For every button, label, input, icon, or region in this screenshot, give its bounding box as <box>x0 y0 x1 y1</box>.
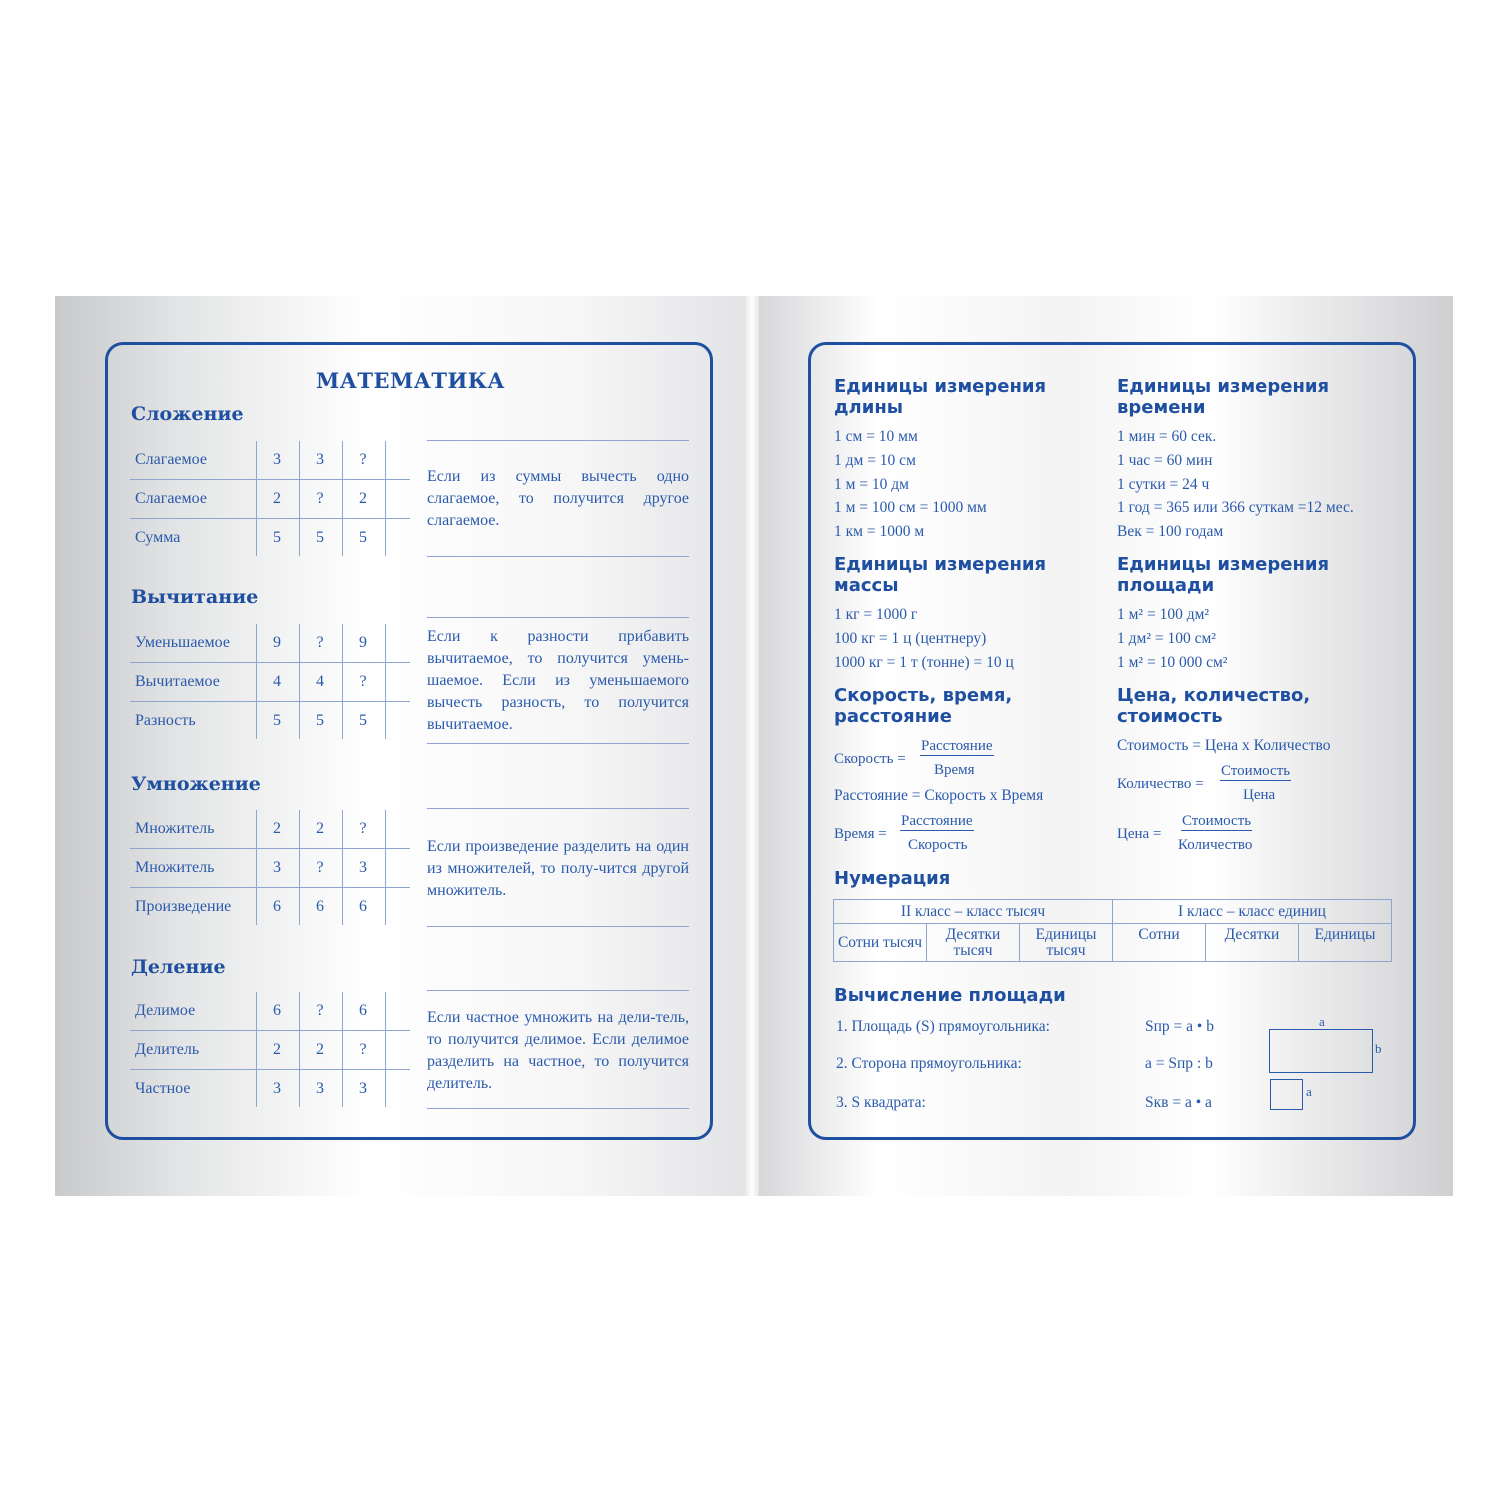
time-line: 1 час = 60 мин <box>1117 452 1213 469</box>
length-line: 1 м = 100 см = 1000 мм <box>834 499 987 516</box>
table-row: Делимое 6 ? 6 <box>135 1002 367 1019</box>
area-calc-formula: a = Sпр : b <box>1145 1055 1213 1072</box>
price-title: Цена, количество, стоимость <box>1117 685 1311 727</box>
length-line: 1 км = 1000 м <box>834 523 925 540</box>
mass-line: 100 кг = 1 ц (центнеру) <box>834 630 987 647</box>
mass-title: Единицы измерения массы <box>834 554 1047 596</box>
col-units: Единицы <box>1299 924 1392 962</box>
time-line: 1 сутки = 24 ч <box>1117 476 1210 493</box>
subtraction-rule: Если к разности прибавить вычитаемое, то получится умень-шаемое. Если из уменьшаемого вычесть разность, то получится вычитаемое. <box>427 628 689 733</box>
speed-formula: Скорость = Расстояние Время <box>834 738 993 778</box>
multiplication-table <box>130 810 410 926</box>
class-units: I класс – класс единиц <box>1113 900 1392 924</box>
addition-rule: Если из суммы вычесть одно слагаемое, то получится другое слагаемое. <box>427 468 689 529</box>
time-title: Единицы измерения времени <box>1117 376 1330 418</box>
subtraction-table <box>130 624 410 740</box>
col-hundreds-thousands: Сотни тысяч <box>834 924 927 962</box>
length-title: Единицы измерения длины <box>834 376 1047 418</box>
section-title-multiplication: Умножение <box>131 773 261 795</box>
table-row: Разность 5 5 5 <box>130 701 410 740</box>
mass-line: 1000 кг = 1 т (тонне) = 10 ц <box>834 654 1014 671</box>
spine <box>745 296 759 1196</box>
division-table <box>130 992 410 1108</box>
time-line: Век = 100 годам <box>1117 523 1224 540</box>
distance-formula: Расстояние = Скорость х Время <box>834 787 1044 804</box>
length-line: 1 м = 10 дм <box>834 476 909 493</box>
area-calc-title: Вычисление площади <box>834 985 1066 1006</box>
numeration-title: Нумерация <box>834 868 951 889</box>
speed-title: Скорость, время, расстояние <box>834 685 1013 727</box>
table-row: Произведение 6 6 6 <box>130 887 410 926</box>
table-row: Делитель 2 2 ? <box>130 1030 410 1069</box>
square-diagram <box>1270 1079 1303 1110</box>
col-units-thousands: Единицы тысяч <box>1020 924 1113 962</box>
rectangle-diagram <box>1269 1029 1373 1073</box>
price-formula: Цена = Стоимость Количество <box>1117 813 1253 853</box>
area-calc-item-label: 2. Сторона прямоугольника: <box>836 1055 1022 1072</box>
length-line: 1 дм = 10 см <box>834 452 916 469</box>
section-title-subtraction: Вычитание <box>131 586 259 608</box>
table-row: Множитель 2 2 ? <box>135 820 367 837</box>
numeration-table <box>833 899 1392 962</box>
division-rule: Если частное умножить на дели-тель, то получится делимое. Если делимое разделить на частное, то получится делитель. <box>427 1009 689 1092</box>
time-formula: Время = Расстояние Скорость <box>834 813 973 853</box>
quantity-formula: Количество = Стоимость Цена <box>1117 763 1291 803</box>
area-calc-item-label: 1. Площадь (S) прямоугольника: <box>836 1018 1050 1035</box>
length-line: 1 см = 10 мм <box>834 428 918 445</box>
area-calc-item-label: 3. S квадрата: <box>836 1094 926 1111</box>
area-units-line: 1 м² = 10 000 см² <box>1117 654 1228 671</box>
rect-side-b-label: b <box>1375 1041 1382 1056</box>
col-hundreds: Сотни <box>1113 924 1206 962</box>
section-title-addition: Сложение <box>131 403 244 425</box>
cost-formula: Стоимость = Цена х Количество <box>1117 737 1331 754</box>
area-units-title: Единицы измерения площади <box>1117 554 1330 596</box>
multiplication-rule: Если произведение разделить на один из множителей, то полу-чится другой множитель. <box>427 838 689 899</box>
mass-line: 1 кг = 1000 г <box>834 606 918 623</box>
area-calc-formula: Sпр = a • b <box>1145 1018 1214 1035</box>
area-calc-formula: Sкв = a • a <box>1145 1094 1212 1111</box>
table-row: Слагаемое 3 3 ? <box>135 451 367 468</box>
table-row: Слагаемое 2 ? 2 <box>130 479 410 518</box>
table-row: Уменьшаемое 9 ? 9 <box>135 634 367 651</box>
area-units-line: 1 дм² = 100 см² <box>1117 630 1216 647</box>
col-tens: Десятки <box>1206 924 1299 962</box>
table-row: Множитель 3 ? 3 <box>130 848 410 887</box>
time-line: 1 год = 365 или 366 суткам =12 мес. <box>1117 499 1354 516</box>
time-line: 1 мин = 60 сек. <box>1117 428 1217 445</box>
addition-table <box>130 441 410 557</box>
square-side-a-label: a <box>1306 1084 1312 1099</box>
col-tens-thousands: Десятки тысяч <box>927 924 1020 962</box>
page-title: МАТЕМАТИКА <box>316 368 506 393</box>
table-row: Вычитаемое 4 4 ? <box>130 662 410 701</box>
table-row: Частное 3 3 3 <box>130 1069 410 1108</box>
area-units-line: 1 м² = 100 дм² <box>1117 606 1210 623</box>
class-thousands: II класс – класс тысяч <box>834 900 1113 924</box>
section-title-division: Деление <box>131 956 226 978</box>
rect-side-a-label: a <box>1319 1014 1325 1029</box>
table-row: Сумма 5 5 5 <box>130 518 410 557</box>
